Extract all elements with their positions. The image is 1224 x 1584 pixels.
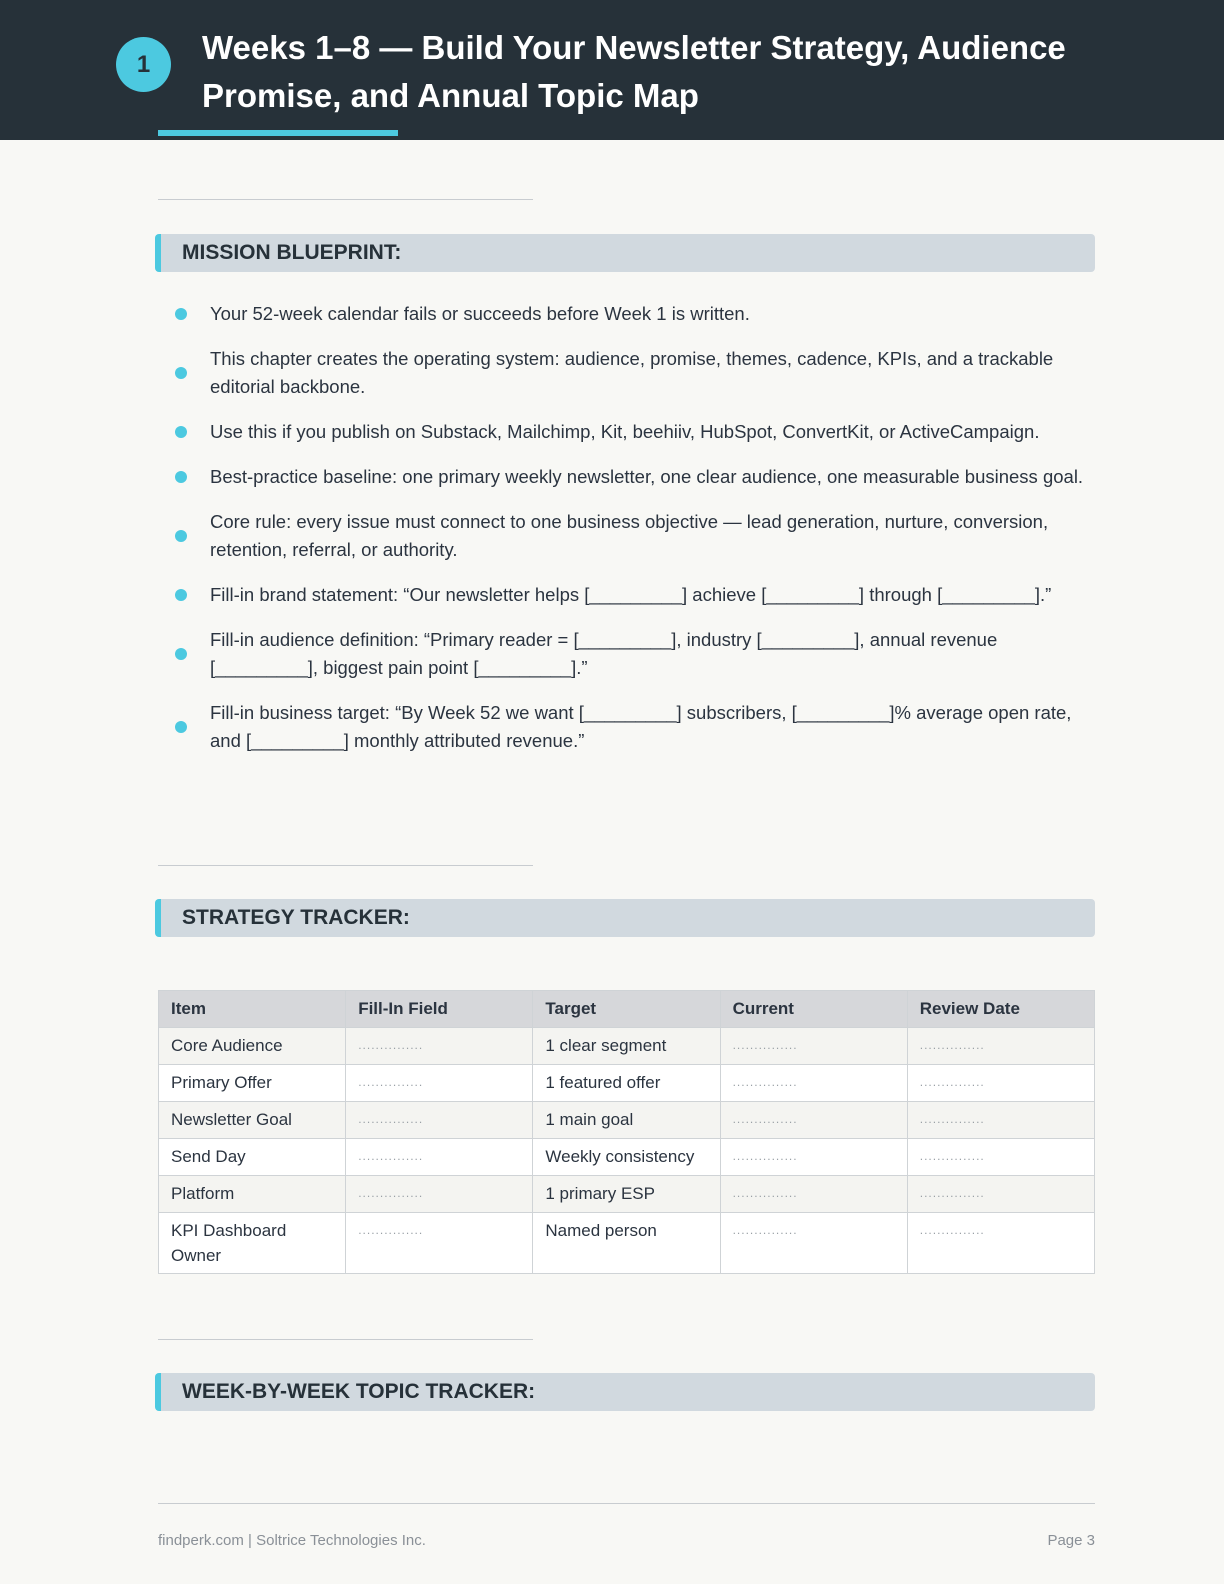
footer-publisher: findperk.com | Soltrice Technologies Inc. [158,1532,426,1549]
table-row [159,1028,1095,1065]
target-cell: 1 main goal [533,1102,720,1139]
fill-in-field[interactable]: ............... [346,1065,533,1102]
column-header: Item [159,991,346,1028]
item-cell: Send Day [159,1139,346,1176]
chapter-header [0,0,1224,140]
chapter-title: Weeks 1–8 — Build Your Newsletter Strategy, Audience Promise, and Annual Topic Map [202,29,1066,114]
table-row [159,1102,1095,1139]
target-cell: Named person [533,1213,720,1274]
list-item [170,581,1100,609]
mission-section-header [155,234,1095,272]
fill-in-field[interactable]: ............... [346,1028,533,1065]
page-number: Page 3 [1047,1532,1095,1549]
review-date-field[interactable]: ............... [907,1213,1094,1274]
current-field[interactable]: ............... [720,1065,907,1102]
strategy-tracker-table [158,990,1095,1274]
review-date-field[interactable]: ............... [907,1102,1094,1139]
section-title: WEEK-BY-WEEK TOPIC TRACKER: [182,1380,536,1403]
list-item [170,300,1100,328]
list-item [170,508,1100,564]
chapter-number-badge: 1 [116,37,171,92]
section-divider [158,199,533,200]
table-header-row [159,991,1095,1028]
current-field[interactable]: ............... [720,1176,907,1213]
current-field[interactable]: ............... [720,1028,907,1065]
list-item [170,345,1100,401]
review-date-field[interactable]: ............... [907,1139,1094,1176]
item-cell: Core Audience [159,1028,346,1065]
list-item [170,418,1100,446]
target-cell: 1 primary ESP [533,1176,720,1213]
current-field[interactable]: ............... [720,1139,907,1176]
current-field[interactable]: ............... [720,1213,907,1274]
review-date-field[interactable]: ............... [907,1028,1094,1065]
bullet-icon [175,367,187,379]
item-cell: KPI Dashboard Owner [159,1213,346,1274]
footer-divider [158,1503,1095,1504]
bullet-text: Core rule: every issue must connect to one business objective — lead generation, nurture, conversion, retention, referral, or authority. [210,511,1049,560]
strategy-section-header [155,899,1095,937]
bullet-text: Use this if you publish on Substack, Mailchimp, Kit, beehiiv, HubSpot, ConvertKit, or ActiveCampaign. [210,421,1040,442]
item-cell: Newsletter Goal [159,1102,346,1139]
bullet-text: Fill-in brand statement: “Our newsletter helps [_________] achieve [_________] through [_________].” [210,584,1052,605]
bullet-text: This chapter creates the operating system: audience, promise, themes, cadence, KPIs, and a trackable editorial backbone. [210,348,1054,397]
fill-in-field[interactable]: ............... [346,1176,533,1213]
bullet-icon [175,426,187,438]
table-row [159,1176,1095,1213]
mission-bullet-list [170,300,1100,772]
column-header: Current [720,991,907,1028]
fill-in-field[interactable]: ............... [346,1139,533,1176]
fill-in-field[interactable]: ............... [346,1213,533,1274]
current-field[interactable]: ............... [720,1102,907,1139]
bullet-icon [175,589,187,601]
item-cell: Platform [159,1176,346,1213]
section-title: MISSION BLUEPRINT: [182,241,402,264]
review-date-field[interactable]: ............... [907,1176,1094,1213]
column-header: Fill-In Field [346,991,533,1028]
fill-in-field[interactable]: ............... [346,1102,533,1139]
section-title: STRATEGY TRACKER: [182,906,410,929]
section-divider [158,865,533,866]
item-cell: Primary Offer [159,1065,346,1102]
table-row [159,1213,1095,1274]
target-cell: Weekly consistency [533,1139,720,1176]
bullet-icon [175,648,187,660]
bullet-icon [175,308,187,320]
bullet-icon [175,530,187,542]
target-cell: 1 featured offer [533,1065,720,1102]
section-divider [158,1339,533,1340]
header-accent-bar [158,130,398,136]
weekly-section-header [155,1373,1095,1411]
bullet-icon [175,471,187,483]
bullet-text: Your 52-week calendar fails or succeeds before Week 1 is written. [210,303,750,324]
bullet-text: Fill-in audience definition: “Primary reader = [_________], industry [_________], annual revenue [_________], biggest pain point [_________].” [210,629,998,678]
target-cell: 1 clear segment [533,1028,720,1065]
column-header: Target [533,991,720,1028]
list-item [170,626,1100,682]
bullet-text: Fill-in business target: “By Week 52 we want [_________] subscribers, [_________]% average open rate, and [_________] monthly attributed revenue.” [210,702,1072,751]
bullet-icon [175,721,187,733]
table-row [159,1065,1095,1102]
bullet-text: Best-practice baseline: one primary weekly newsletter, one clear audience, one measurable business goal. [210,466,1084,487]
list-item [170,699,1100,755]
list-item [170,463,1100,491]
column-header: Review Date [907,991,1094,1028]
table-row [159,1139,1095,1176]
review-date-field[interactable]: ............... [907,1065,1094,1102]
